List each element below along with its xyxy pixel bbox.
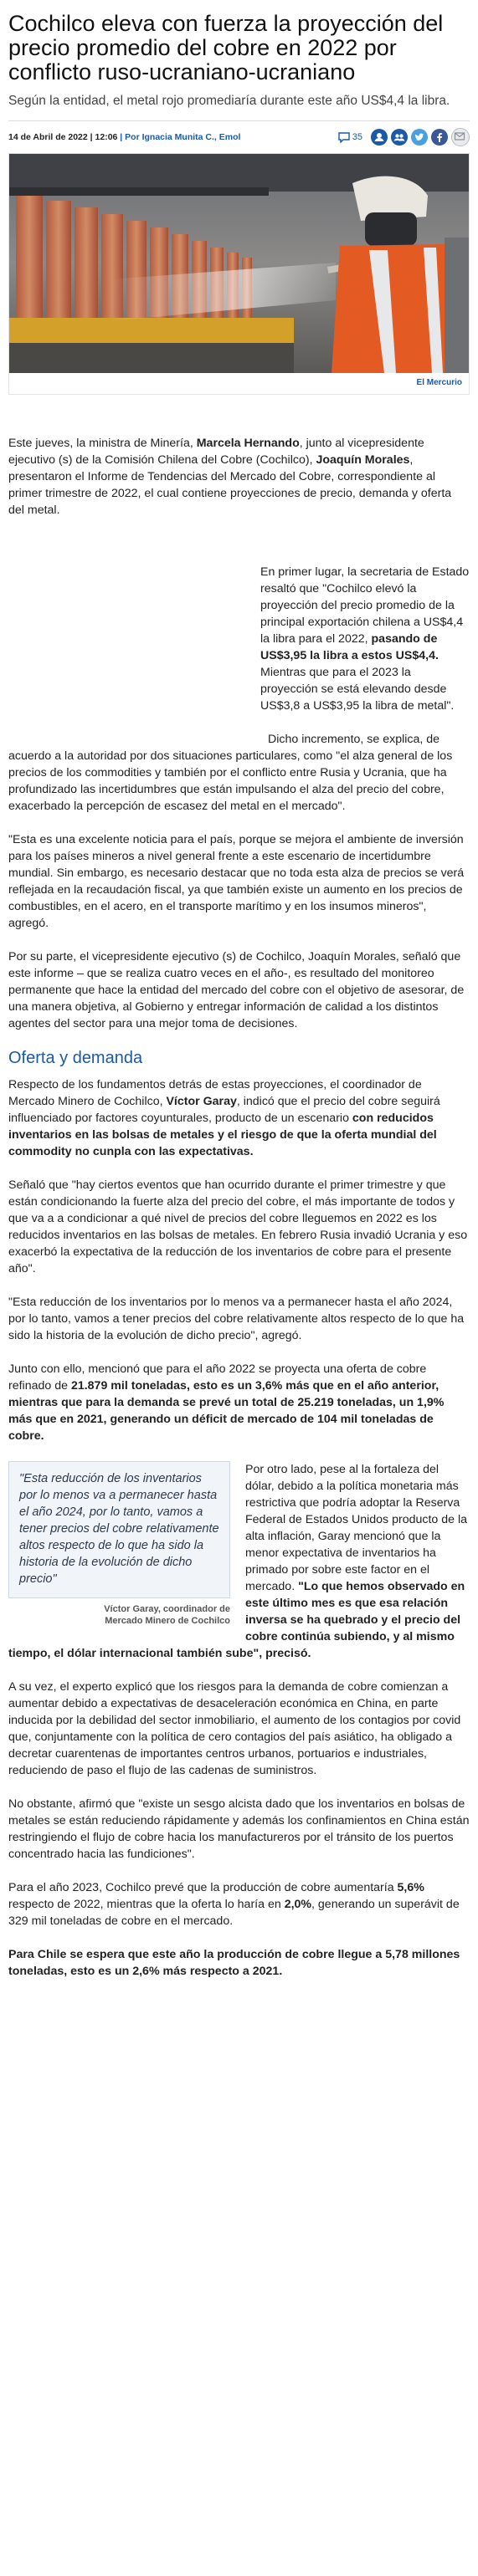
pull-quote-cite [8, 1603, 230, 1627]
comments-link[interactable] [338, 132, 362, 143]
text-run: , generando un superávit de 329 mil toneladas de cobre en el mercado. [8, 1898, 460, 1928]
text-run: "el alza general de los precios de los commodities y también por el conflicto entre Rusia y Ucrania [8, 749, 453, 779]
paragraph [260, 564, 470, 714]
coordinator-name: Víctor Garay [166, 1095, 237, 1108]
paragraph [8, 1076, 470, 1160]
text-run: , presentaron el Informe de Tendencias del Mercado del Cobre, correspondiente al primer trimestre de 2022, el cual contiene proyecciones de precio, demanda y oferta del metal. [8, 453, 452, 517]
cite-line: Mercado Minero de Cochilco [105, 1616, 230, 1626]
paragraph: Señaló que "hay ciertos eventos que han ocurrido durante el primer trimestre y que están condicionando la fuerte alza del precio del cobre, el más importante de todos y que va a a condicionar a qué nivel de precios del cobre lleguemos en 2022 es los reducidos inventarios en las bolsas de metales. En febrero Rusia invadió Ucrania y eso exacerbó la expectativa de la reducción de los inventarios de cobre para el presente año". [8, 1178, 468, 1275]
text-run: Mientras que para el 2023 la proyección se está elevando desde US$3,8 a US$3,95 la libra de metal". [260, 666, 455, 713]
pull-quote-box [8, 1461, 230, 1598]
paragraph [8, 435, 470, 519]
text-run: Este jueves, la ministra de Minería, [8, 437, 197, 450]
text-run-bold: "Lo que hemos observado en este último mes es que esa relación inversa se ha quebrado y el precio del cobre continúa subiendo, y al mismo tiempo, el dólar internacional también sube", precisó. [8, 1580, 465, 1660]
pull-quote-text: "Esta reducción de los inventarios por lo menos va a permanecer hasta el año 2024, por lo tanto, vamos a tener precios del cobre relativamente altos respecto de lo que ha sido la historia de la evolución de dicho precio" [19, 1472, 219, 1586]
text-run: Junto con ello, mencionó que para el año 2022 se proyecta una oferta de cobre refinado de [8, 1362, 427, 1393]
text-run: "Cochilco elevó la proyección del precio promedio de la principal exportación chilena a US$4,4 la libra para el 2022, [260, 582, 464, 646]
comments-count: 35 [352, 132, 362, 142]
photo-credit: El Mercurio [416, 378, 462, 387]
vicepresident-name: Joaquín Morales [316, 453, 410, 467]
article-photo[interactable] [9, 154, 469, 373]
text-run: Por otro lado, pese al la fortaleza del dólar, debido a la política monetaria más restrictiva que podría adoptar la Reserva Federal de Estados Unidos producto de la alta inflación, Garay mencionó que la menor expectativa de inventarios ha primado por sobre este factor en el mercado. [245, 1463, 467, 1593]
text-run: Respecto de los fundamentos detrás de estas proyecciones, el coordinador de Mercado Minero de Cochilco, [8, 1078, 422, 1108]
paragraph: "Esta es una excelente noticia para el país, porque se mejora el ambiente de inversión para los países mineros a nivel general frente a este escenario de incertidumbre mundial. Sin embargo, es necesario destacar que no toda esta alza de precios se verá reflejada en la recaudación fiscal, ya que también existe un aumento en los precios de combustibles, en el acero, en el transporte marítimo y en los insumos mineros", agregó. [8, 833, 465, 930]
facebook-icon[interactable] [431, 129, 448, 146]
user-icon[interactable] [371, 129, 388, 146]
paragraph [8, 1879, 470, 1929]
article-subtitle: Según la entidad, el metal rojo promediaría durante este año US$4,4 la libra. [8, 94, 450, 108]
paragraph [8, 1361, 470, 1444]
page-title: Cochilco eleva con fuerza la proyección del precio promedio del cobre en 2022 por conflicto ruso-ucraniano-ucraniano [8, 11, 444, 84]
mail-icon[interactable] [451, 128, 470, 146]
paragraph [8, 1946, 470, 1980]
text-run-bold: 5,6% [397, 1881, 424, 1894]
publish-date: 14 de Abril de 2022 | 12:06 [8, 132, 118, 142]
cite-line: Víctor Garay, coordinador de [104, 1604, 230, 1614]
paragraph: Por su parte, el vicepresidente ejecutivo (s) de Cochilco, Joaquín Morales, señaló que este informe – que se realiza cuatro veces en el año-, es resultado del monitoreo permanente que hace la entidad del mercado del cobre con el objetivo de asesorar, de una manera objetiva, al Gobierno y entregar información de calidad a los distintos agentes del sector para una mejor toma de decisiones. [8, 950, 465, 1030]
text-run: , que ha profundizado las incertidumbres que están impulsando el alza del precio del cobre, exacerbado la percepción de escasez del metal en el mercado". [8, 766, 447, 813]
twitter-icon[interactable] [411, 129, 428, 146]
paragraph: No obstante, afirmó que "existe un sesgo alcista dado que los inventarios en bolsas de metales se están reduciendo rápidamente y además los confinamientos en China están restringiendo el flujo de cobre hacia los manufactureros por el tránsito de los puertos concentrado hacia las fundiciones". [8, 1797, 470, 1861]
paragraph [8, 731, 470, 815]
group-icon[interactable] [391, 129, 408, 146]
comment-bubble-icon [338, 132, 350, 143]
article-meta-bar [8, 120, 470, 154]
paragraph: A su vez, el experto explicó que los riesgos para la demanda de cobre comienzan a aumentar debido a expectativas de desaceleración económica en China, en parte inducida por la debilidad del sector inmobiliario, el aumento de los contagios por covid que, conjuntamente con la política de cero contagios del país asiático, ha obligado a decretar cuarentenas de importantes centros urbanos, portuarios e industriales, reduciendo de paso el flujo de las cadenas de suministros. [8, 1680, 461, 1777]
article-body [8, 435, 470, 1980]
text-run-bold: pasando de US$3,95 la libra a estos US$4,4. [260, 632, 439, 662]
text-run: Para el año 2023, Cochilco prevé que la producción de cobre aumentaría [8, 1881, 398, 1894]
byline [8, 132, 240, 142]
text-run: , junto al vicepresidente ejecutivo (s) de la Comisión Chilena del Cobre (Cochilco), [8, 437, 424, 467]
text-run: , indicó que el precio del cobre seguirá influenciado por factores coyunturales, producto de un escenario [8, 1095, 440, 1125]
article [0, 12, 478, 1980]
text-run-bold: 2,0% [284, 1898, 312, 1911]
text-run: En primer lugar, la secretaria de Estado resaltó que [260, 565, 470, 595]
text-run-bold: con reducidos inventarios en las bolsas de metales y el riesgo de que la oferta mundial del commodity no cunpla con las expectativas. [8, 1112, 437, 1158]
author-link[interactable]: | Por Ignacia Munita C., Emol [120, 132, 241, 142]
text-run: respecto de 2022, mientras que la oferta lo haría en [8, 1898, 285, 1911]
photo-figure [8, 154, 470, 395]
share-bar [338, 128, 470, 146]
paragraph: "Esta reducción de los inventarios por lo menos va a permanecer hasta el año 2024, por lo tanto, vamos a tener precios del cobre relativamente altos respecto de lo que ha sido la historia de la evolución de dicho precio", agregó. [8, 1296, 465, 1342]
pull-quote [8, 1461, 230, 1627]
text-run-bold: Para Chile se espera que este año la producción de cobre llegue a 5,78 millones toneladas, esto es un 2,6% más respecto a 2021. [8, 1948, 460, 1978]
section-heading: Oferta y demanda [8, 1049, 143, 1067]
text-run-bold: 21.879 mil toneladas, esto es un 3,6% más que en el año anterior, mientras que para la demanda se prevé un total de 25.219 toneladas, un 1,9% más que en 2021, generando un déficit de mercado de 104 mil toneladas de cobre. [8, 1379, 445, 1443]
minister-name: Marcela Hernando [196, 437, 300, 450]
text-run: Dicho incremento, se explica, de acuerdo a la autoridad por dos situaciones particulares, como [8, 733, 440, 763]
